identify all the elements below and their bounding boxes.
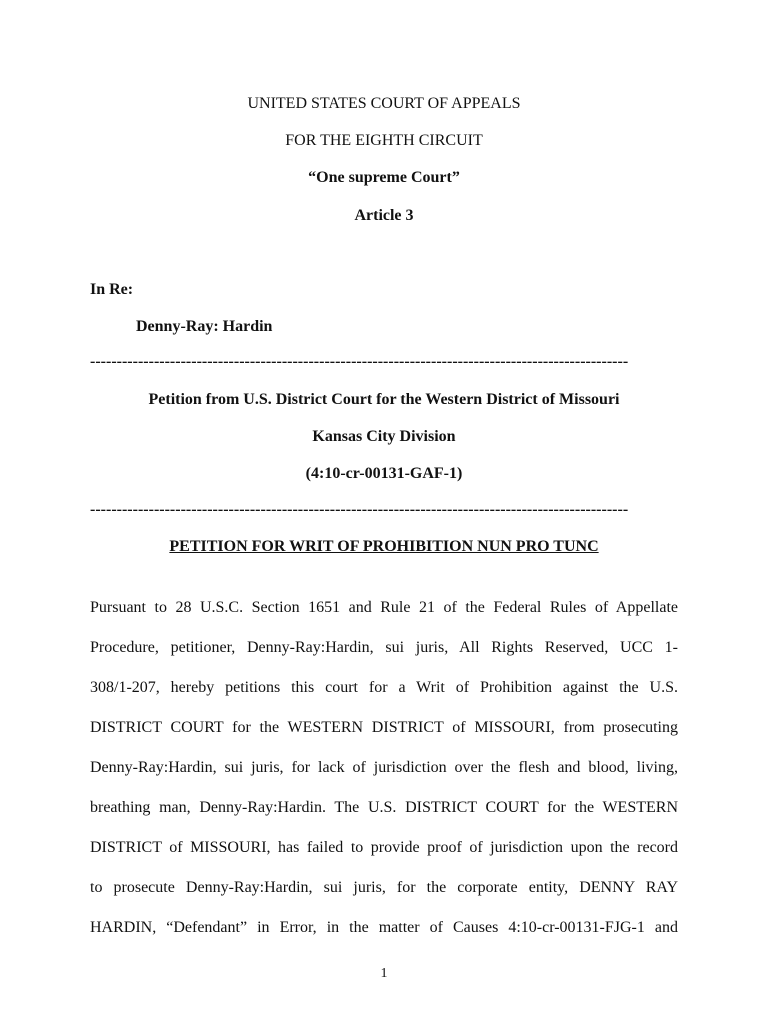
party-name: Denny-Ray: Hardin bbox=[136, 318, 273, 335]
page-number: 1 bbox=[380, 966, 388, 981]
petition-title: PETITION FOR WRIT OF PROHIBITION NUN PRO TUNC bbox=[169, 538, 599, 555]
body-line: Denny-Ray:Hardin, sui juris, for lack of jurisdiction over the flesh and blood, living, bbox=[90, 759, 678, 776]
body-line: Procedure, petitioner, Denny-Ray:Hardin, sui juris, All Rights Reserved, UCC 1- bbox=[90, 639, 678, 656]
body-line: DISTRICT of MISSOURI, has failed to provide proof of jurisdiction upon the record bbox=[90, 839, 678, 856]
circuit-line: FOR THE EIGHTH CIRCUIT bbox=[285, 132, 483, 149]
body-line: DISTRICT COURT for the WESTERN DISTRICT of MISSOURI, from prosecuting bbox=[90, 719, 678, 736]
body-line: to prosecute Denny-Ray:Hardin, sui juris, for the corporate entity, DENNY RAY bbox=[90, 879, 678, 896]
article-line: Article 3 bbox=[354, 207, 414, 224]
case-number: (4:10-cr-00131-GAF-1) bbox=[305, 465, 463, 482]
petition-body bbox=[90, 588, 678, 948]
body-line: Pursuant to 28 U.S.C. Section 1651 and Rule 21 of the Federal Rules of Appellate bbox=[90, 599, 678, 616]
separator-bottom: ----------------------------------------------------------------------------------------------------- bbox=[90, 501, 629, 518]
body-line: HARDIN, “Defendant” in Error, in the matter of Causes 4:10-cr-00131-FJG-1 and bbox=[90, 919, 678, 936]
division-line: Kansas City Division bbox=[312, 428, 456, 445]
separator-top: ----------------------------------------------------------------------------------------------------- bbox=[90, 353, 629, 370]
body-line: breathing man, Denny-Ray:Hardin. The U.S. DISTRICT COURT for the WESTERN bbox=[90, 799, 678, 816]
petition-from-court: Petition from U.S. District Court for the Western District of Missouri bbox=[148, 391, 620, 408]
in-re-label: In Re: bbox=[90, 281, 134, 298]
court-motto: “One supreme Court” bbox=[308, 169, 460, 186]
court-name-line: UNITED STATES COURT OF APPEALS bbox=[247, 95, 521, 112]
body-line: 308/1-207, hereby petitions this court for a Writ of Prohibition against the U.S. bbox=[90, 679, 678, 696]
